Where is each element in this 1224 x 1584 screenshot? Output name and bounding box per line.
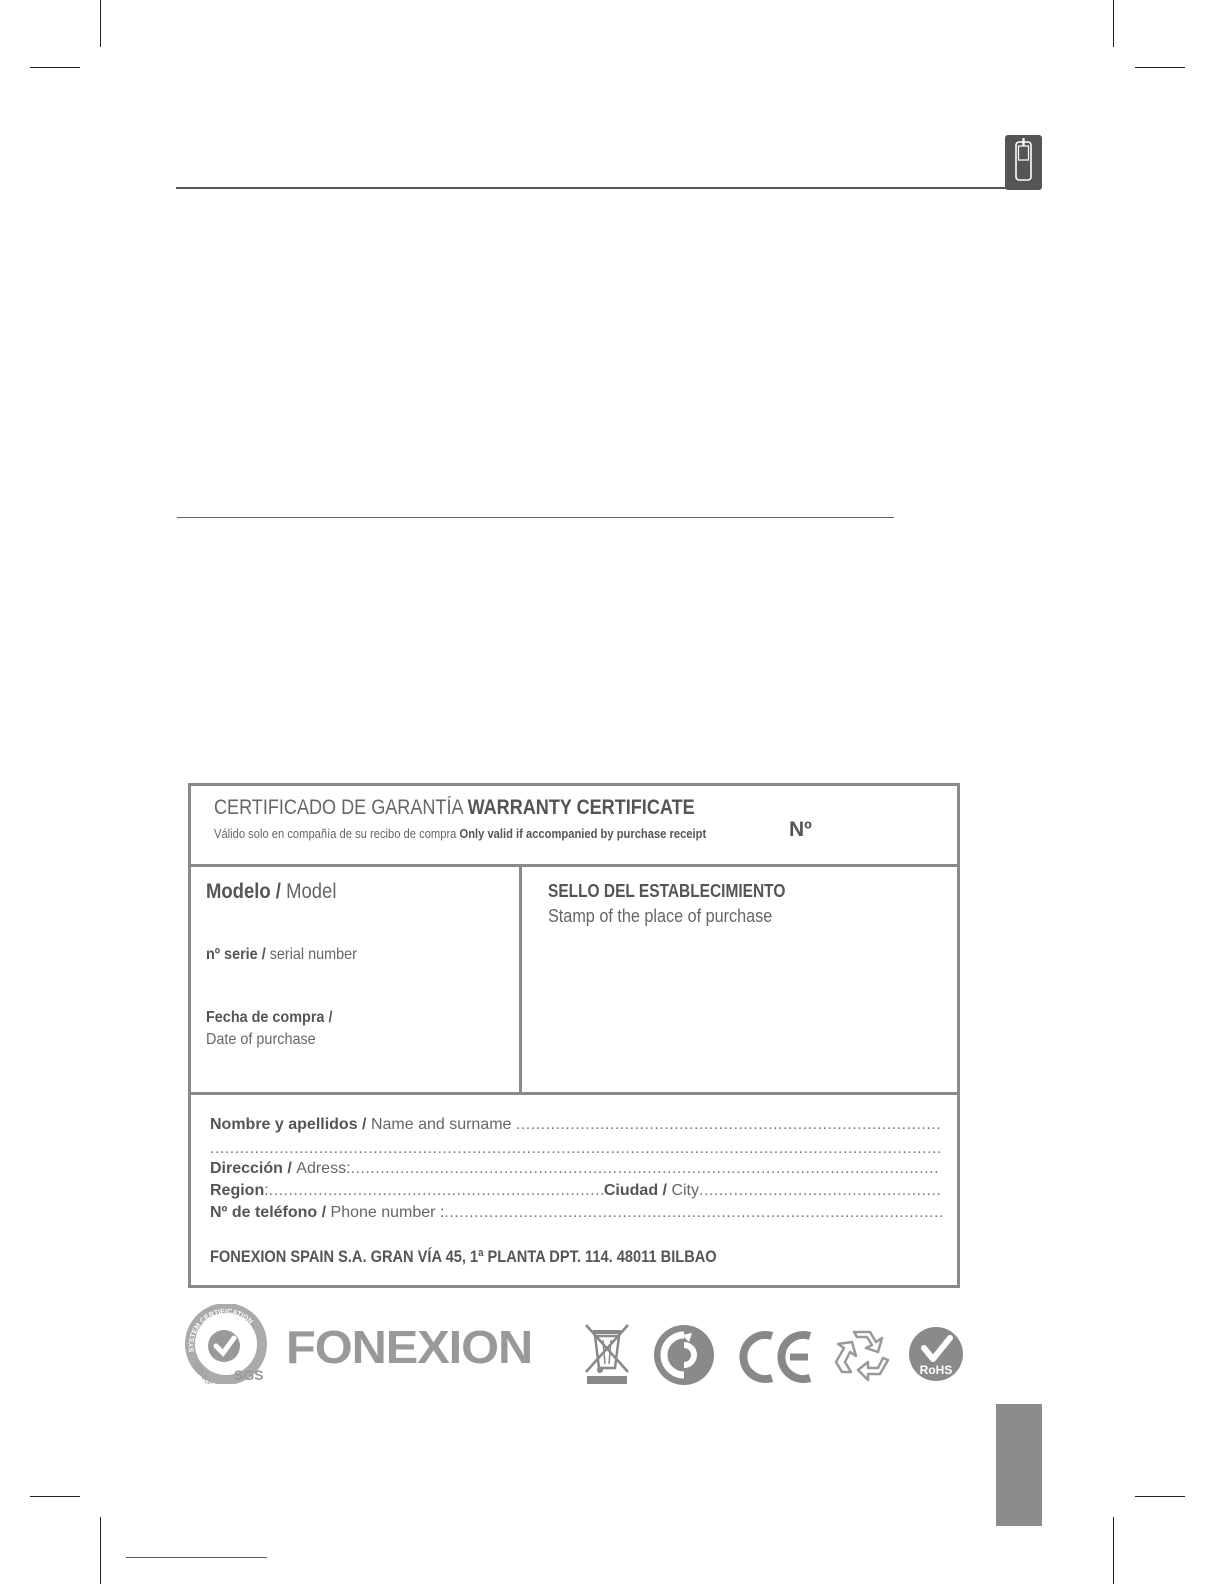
divider <box>191 1092 957 1095</box>
validity-en: Only valid if accompanied by purchase receipt <box>459 826 707 841</box>
address-field <box>210 1160 938 1178</box>
divider <box>191 864 957 867</box>
dotted-line <box>269 1182 604 1200</box>
crop-mark <box>1113 1517 1114 1584</box>
crop-mark <box>30 67 80 68</box>
address-label-es: Dirección / <box>210 1160 292 1177</box>
company-address: FONEXION SPAIN S.A. GRAN VÍA 45, 1ª PLANTA DPT. 114. 48011 BILBAO <box>210 1247 717 1266</box>
title-en: WARRANTY CERTIFICATE <box>467 796 695 819</box>
crop-mark <box>1135 67 1185 68</box>
phone-label-es: Nº de teléfono / <box>210 1204 327 1221</box>
header-rule <box>176 187 1040 189</box>
sgs-iso-logo <box>184 1304 268 1384</box>
address-label-en: Adress: <box>296 1160 351 1177</box>
section-rule <box>177 517 894 518</box>
rohs-icon <box>908 1326 964 1382</box>
recycle-icon <box>830 1326 894 1386</box>
crop-mark <box>100 1517 101 1584</box>
serial-field <box>206 946 357 964</box>
date-label-en: Date of purchase <box>206 1031 316 1048</box>
sgs-text: SGS <box>234 1367 264 1383</box>
rohs-text: RoHS <box>919 1363 953 1377</box>
phone-field <box>210 1204 942 1222</box>
stamp-label-es: SELLO DEL ESTABLECIMIENTO <box>548 881 786 901</box>
dotted-line <box>444 1204 942 1222</box>
green-dot-icon <box>652 1323 716 1387</box>
name-label-es: Nombre y apellidos / <box>210 1116 367 1133</box>
dotted-line <box>516 1116 940 1134</box>
validity-es: Válido solo en compañía de su recibo de compra <box>214 826 457 841</box>
crop-mark <box>100 0 101 47</box>
stamp-label-en: Stamp of the place of purchase <box>548 906 773 926</box>
phone-label-en: Phone number : <box>330 1204 445 1221</box>
iso-ring-text: SYSTEM CERTIFICATION <box>188 1308 254 1353</box>
name-label-en: Name and surname <box>370 1116 512 1133</box>
model-field <box>206 880 336 904</box>
certificate-title <box>214 796 695 820</box>
crop-mark <box>30 1496 80 1497</box>
serial-label-en: serial number <box>269 946 357 963</box>
dotted-line <box>699 1182 942 1200</box>
divider <box>519 867 522 1092</box>
crop-mark <box>1135 1496 1185 1497</box>
model-label-es: Modelo / <box>206 880 281 903</box>
brand-logo: FONEXION <box>286 1321 533 1373</box>
region-city-field <box>210 1182 942 1200</box>
footer-link-underline <box>126 1557 267 1558</box>
region-label: Region <box>210 1182 265 1199</box>
city-label-en: City <box>671 1182 699 1199</box>
title-es: CERTIFICADO DE GARANTÍA <box>214 796 463 819</box>
model-label-en: Model <box>286 880 337 903</box>
dotted-line <box>210 1140 940 1158</box>
date-label-es: Fecha de compra / <box>206 1009 333 1026</box>
side-tab <box>996 1404 1042 1526</box>
certificate-number-label: Nº <box>789 818 812 841</box>
weee-bin-icon <box>583 1322 631 1386</box>
serial-label-es: nº serie / <box>206 946 266 963</box>
name-field <box>210 1116 940 1134</box>
name-continuation-line <box>210 1140 940 1158</box>
crop-mark <box>1113 0 1114 47</box>
dotted-line <box>351 1160 938 1178</box>
validity-note <box>214 826 706 841</box>
iso-text: ISO 9001 <box>190 1359 218 1384</box>
city-label-es: Ciudad / <box>603 1182 667 1199</box>
phone-tab-icon <box>1005 135 1042 190</box>
ce-mark-icon <box>738 1330 816 1384</box>
region-colon: : <box>264 1182 269 1199</box>
